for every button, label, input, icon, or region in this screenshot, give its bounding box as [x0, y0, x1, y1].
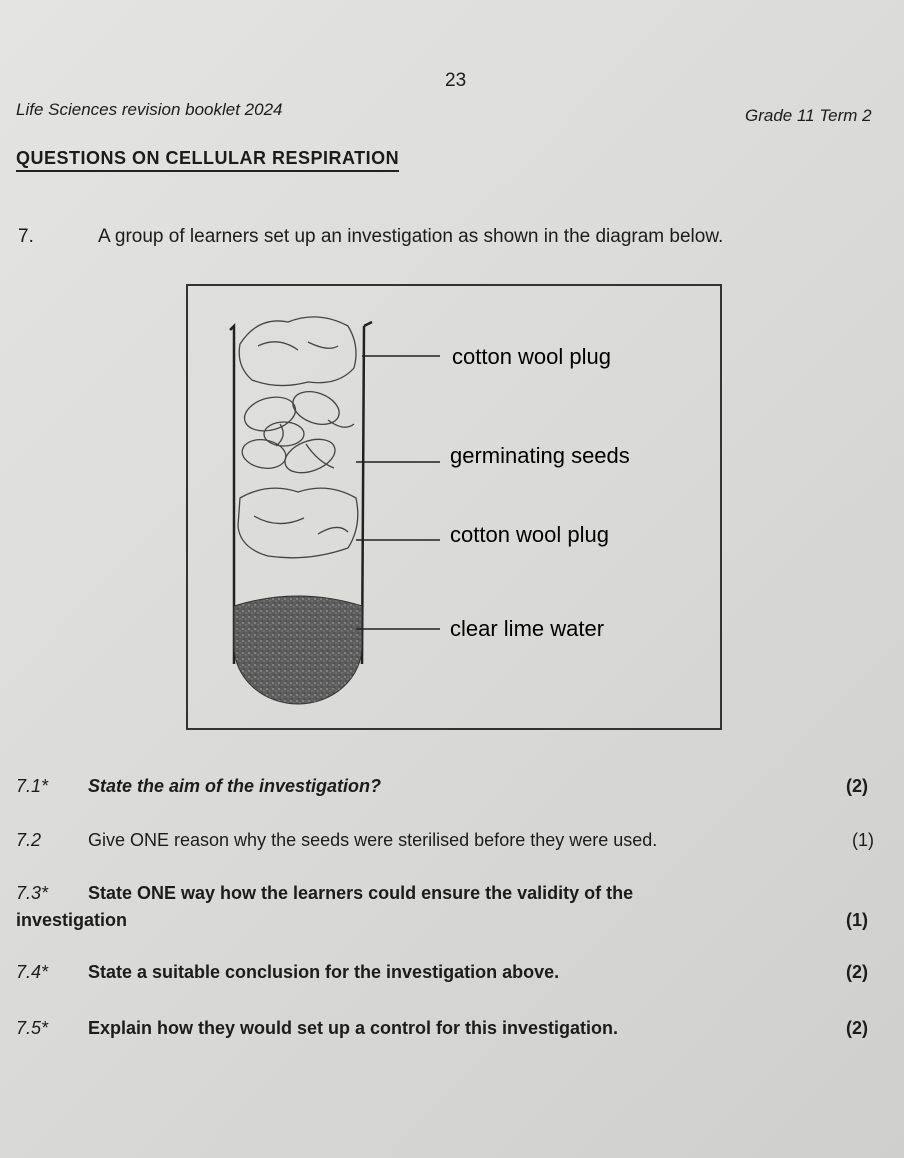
- subquestion-number: 7.4*: [16, 962, 49, 982]
- subquestion-marks: (2): [846, 1018, 868, 1038]
- label-germinating-seeds: germinating seeds: [450, 443, 630, 468]
- page-number: 23: [445, 70, 467, 91]
- question-intro: A group of learners set up an investigation as shown in the diagram below.: [98, 226, 724, 247]
- booklet-title: Life Sciences revision booklet 2024: [16, 100, 283, 119]
- subquestion-marks: (2): [846, 962, 868, 982]
- subquestion-7-1: [16, 776, 886, 800]
- subquestion-7-5: [16, 1018, 886, 1042]
- label-cotton-wool-top: cotton wool plug: [452, 344, 611, 369]
- cotton-wool-top: [239, 317, 356, 386]
- subquestion-7-3: [16, 883, 886, 933]
- subquestion-7-2: [16, 830, 886, 854]
- subquestion-text: State ONE way how the learners could ensure the validity of the: [88, 883, 634, 903]
- germinating-seeds: [240, 386, 354, 479]
- subquestion-number: 7.5*: [16, 1018, 49, 1038]
- label-cotton-wool-bottom: cotton wool plug: [450, 522, 609, 547]
- cotton-wool-bottom: [238, 488, 358, 558]
- subquestion-text: Explain how they would set up a control for this investigation.: [88, 1018, 619, 1038]
- section-title: QUESTIONS ON CELLULAR RESPIRATION: [16, 148, 399, 172]
- subquestion-text: State a suitable conclusion for the investigation above.: [88, 962, 560, 982]
- subquestion-number: 7.2: [16, 830, 42, 850]
- subquestion-7-4: [16, 962, 886, 986]
- subquestion-marks: (1): [852, 830, 874, 850]
- subquestion-marks: (1): [846, 910, 868, 930]
- subquestion-text-continued: investigation: [16, 910, 128, 930]
- lime-water: [234, 596, 362, 704]
- test-tube-diagram: [186, 284, 722, 730]
- subquestion-number: 7.1*: [16, 776, 49, 796]
- subquestion-text: State the aim of the investigation?: [88, 776, 382, 796]
- subquestion-marks: (2): [846, 776, 868, 796]
- label-lime-water: clear lime water: [450, 616, 605, 641]
- subquestion-number: 7.3*: [16, 883, 49, 903]
- subquestion-text: Give ONE reason why the seeds were sterilised before they were used.: [88, 830, 658, 850]
- grade-term: Grade 11 Term 2: [745, 106, 872, 125]
- question-number: 7.: [18, 226, 34, 247]
